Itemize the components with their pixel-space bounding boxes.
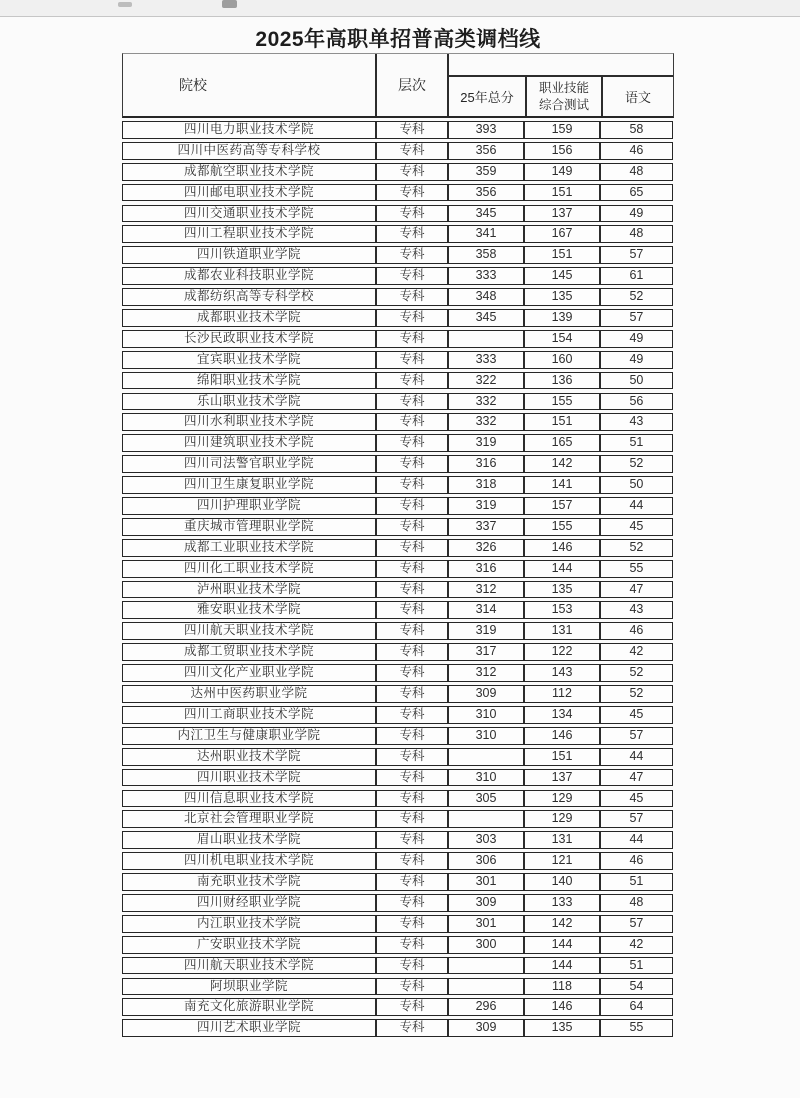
table-row <box>122 601 673 619</box>
table-row <box>122 852 673 870</box>
table-row <box>122 727 673 745</box>
skill-test-cell: 140 <box>523 874 599 890</box>
total-score-cell: 318 <box>447 477 523 493</box>
total-score-cell: 358 <box>447 247 523 263</box>
college-cell: 达州职业技术学院 <box>196 748 301 763</box>
table-row <box>122 622 673 640</box>
level-cell: 专科 <box>375 749 447 765</box>
level-cell: 专科 <box>375 268 447 284</box>
total-score-cell: 310 <box>447 707 523 723</box>
total-score-cell: 333 <box>447 268 523 284</box>
college-cell: 四川交通职业技术学院 <box>183 205 314 220</box>
skill-test-cell: 122 <box>523 644 599 660</box>
table-row <box>122 978 673 996</box>
crop-artifact-mark <box>118 2 132 7</box>
level-cell: 专科 <box>375 226 447 242</box>
chinese-cell: 57 <box>599 916 672 932</box>
skill-test-cell: 137 <box>523 206 599 222</box>
skill-test-cell: 142 <box>523 456 599 472</box>
total-score-cell: 345 <box>447 206 523 222</box>
college-cell: 四川机电职业技术学院 <box>183 853 314 868</box>
chinese-cell: 48 <box>599 226 672 242</box>
level-cell: 专科 <box>375 185 447 201</box>
college-cell: 成都航空职业技术学院 <box>183 163 314 178</box>
level-cell: 专科 <box>375 352 447 368</box>
chinese-cell: 45 <box>599 791 672 807</box>
total-score-cell: 319 <box>447 435 523 451</box>
skill-test-cell: 151 <box>523 185 599 201</box>
level-cell: 专科 <box>375 770 447 786</box>
total-score-cell: 300 <box>447 937 523 953</box>
table-row <box>122 205 673 223</box>
level-cell: 专科 <box>375 811 447 827</box>
table-row <box>122 831 673 849</box>
college-cell: 广安职业技术学院 <box>196 936 301 951</box>
level-cell: 专科 <box>375 1020 447 1036</box>
skill-test-cell: 151 <box>523 247 599 263</box>
college-cell: 四川工程职业技术学院 <box>183 226 314 241</box>
chinese-cell: 57 <box>599 728 672 744</box>
skill-test-cell: 139 <box>523 310 599 326</box>
table-row <box>122 706 673 724</box>
level-cell: 专科 <box>375 999 447 1015</box>
level-cell: 专科 <box>375 164 447 180</box>
chinese-cell: 52 <box>599 686 672 702</box>
chinese-cell: 44 <box>599 498 672 514</box>
level-cell: 专科 <box>375 122 447 138</box>
college-cell: 四川航天职业技术学院 <box>183 623 314 638</box>
level-cell: 专科 <box>375 289 447 305</box>
level-cell: 专科 <box>375 414 447 430</box>
skill-test-cell: 131 <box>523 832 599 848</box>
skill-test-cell: 134 <box>523 707 599 723</box>
table-row <box>122 225 673 243</box>
table-row <box>122 957 673 975</box>
college-cell: 四川化工职业技术学院 <box>183 560 314 575</box>
skill-test-cell: 112 <box>523 686 599 702</box>
college-cell: 四川财经职业学院 <box>196 894 301 909</box>
level-cell: 专科 <box>375 247 447 263</box>
chinese-cell: 54 <box>599 979 672 995</box>
level-cell: 专科 <box>375 916 447 932</box>
header-score-group-spacer <box>449 54 673 77</box>
chinese-cell: 46 <box>599 623 672 639</box>
college-cell: 四川水利职业技术学院 <box>183 414 314 429</box>
skill-test-cell: 157 <box>523 498 599 514</box>
college-cell: 四川卫生康复职业学院 <box>183 477 314 492</box>
chinese-cell: 50 <box>599 373 672 389</box>
chinese-cell: 42 <box>599 937 672 953</box>
skill-test-cell: 141 <box>523 477 599 493</box>
college-cell: 四川艺术职业学院 <box>196 1020 301 1035</box>
total-score-cell: 332 <box>447 414 523 430</box>
skill-test-cell: 165 <box>523 435 599 451</box>
header-total-score <box>449 77 525 116</box>
level-cell: 专科 <box>375 895 447 911</box>
college-cell: 四川航天职业技术学院 <box>183 957 314 972</box>
level-cell: 专科 <box>375 707 447 723</box>
level-cell: 专科 <box>375 602 447 618</box>
college-cell: 泸州职业技术学院 <box>196 581 301 596</box>
header-score-group <box>447 54 673 116</box>
total-score-cell: 306 <box>447 853 523 869</box>
level-cell: 专科 <box>375 832 447 848</box>
college-cell: 成都工贸职业技术学院 <box>183 644 314 659</box>
chinese-cell: 64 <box>599 999 672 1015</box>
skill-test-cell: 129 <box>523 811 599 827</box>
skill-test-cell: 151 <box>523 414 599 430</box>
level-cell: 专科 <box>375 728 447 744</box>
chinese-cell: 57 <box>599 811 672 827</box>
chinese-cell: 44 <box>599 832 672 848</box>
chinese-cell: 55 <box>599 561 672 577</box>
chinese-cell: 48 <box>599 895 672 911</box>
table-row <box>122 455 673 473</box>
skill-test-cell: 135 <box>523 289 599 305</box>
total-score-cell: 322 <box>447 373 523 389</box>
level-cell: 专科 <box>375 331 447 347</box>
skill-test-cell: 133 <box>523 895 599 911</box>
total-score-cell: 356 <box>447 185 523 201</box>
chinese-cell: 56 <box>599 394 672 410</box>
header-chinese-label: 语文 <box>624 90 651 105</box>
header-college-label: 院校 <box>179 77 207 93</box>
table-row <box>122 288 673 306</box>
table-row <box>122 267 673 285</box>
total-score-cell: 309 <box>447 895 523 911</box>
college-cell: 内江职业技术学院 <box>196 915 301 930</box>
total-score-cell: 356 <box>447 143 523 159</box>
table-row <box>122 142 673 160</box>
table-row <box>122 643 673 661</box>
level-cell: 专科 <box>375 435 447 451</box>
table-row <box>122 309 673 327</box>
college-cell: 成都工业职业技术学院 <box>183 539 314 554</box>
skill-test-cell: 146 <box>523 540 599 556</box>
total-score-cell: 333 <box>447 352 523 368</box>
chinese-cell: 57 <box>599 247 672 263</box>
table-row <box>122 790 673 808</box>
total-score-cell: 312 <box>447 582 523 598</box>
total-score-cell: 310 <box>447 770 523 786</box>
college-cell: 眉山职业技术学院 <box>196 832 301 847</box>
header-chinese <box>601 77 673 116</box>
total-score-cell <box>447 958 523 974</box>
total-score-cell: 309 <box>447 1020 523 1036</box>
header-college <box>123 54 375 116</box>
table-header-row <box>122 53 674 118</box>
table-row <box>122 184 673 202</box>
total-score-cell: 316 <box>447 456 523 472</box>
chinese-cell: 44 <box>599 749 672 765</box>
level-cell: 专科 <box>375 582 447 598</box>
header-score-subrow <box>449 77 673 116</box>
college-cell: 四川中医药高等专科学校 <box>177 142 321 157</box>
total-score-cell <box>447 979 523 995</box>
college-cell: 四川铁道职业学院 <box>196 247 301 262</box>
table-row <box>122 685 673 703</box>
college-cell: 四川文化产业职业学院 <box>183 665 314 680</box>
total-score-cell: 348 <box>447 289 523 305</box>
skill-test-cell: 167 <box>523 226 599 242</box>
chinese-cell: 57 <box>599 310 672 326</box>
skill-test-cell: 143 <box>523 665 599 681</box>
total-score-cell: 319 <box>447 623 523 639</box>
table-row <box>122 434 673 452</box>
level-cell: 专科 <box>375 644 447 660</box>
chinese-cell: 61 <box>599 268 672 284</box>
skill-test-cell: 149 <box>523 164 599 180</box>
level-cell: 专科 <box>375 498 447 514</box>
table-row <box>122 351 673 369</box>
chinese-cell: 46 <box>599 143 672 159</box>
table-row <box>122 246 673 264</box>
chinese-cell: 52 <box>599 540 672 556</box>
level-cell: 专科 <box>375 310 447 326</box>
skill-test-cell: 145 <box>523 268 599 284</box>
total-score-cell: 301 <box>447 916 523 932</box>
chinese-cell: 52 <box>599 665 672 681</box>
skill-test-cell: 144 <box>523 561 599 577</box>
college-cell: 达州中医药职业学院 <box>190 686 308 701</box>
table-row <box>122 810 673 828</box>
college-cell: 重庆城市管理职业学院 <box>183 518 314 533</box>
score-table <box>122 53 674 1040</box>
table-row <box>122 330 673 348</box>
level-cell: 专科 <box>375 623 447 639</box>
college-cell: 四川邮电职业技术学院 <box>183 184 314 199</box>
skill-test-cell: 160 <box>523 352 599 368</box>
table-row <box>122 476 673 494</box>
total-score-cell: 359 <box>447 164 523 180</box>
page-title: 2025年高职单招普高类调档线 <box>255 28 541 51</box>
skill-test-cell: 129 <box>523 791 599 807</box>
table-row <box>122 372 673 390</box>
total-score-cell: 309 <box>447 686 523 702</box>
chinese-cell: 51 <box>599 435 672 451</box>
total-score-cell: 337 <box>447 519 523 535</box>
skill-test-cell: 154 <box>523 331 599 347</box>
college-cell: 阿坝职业学院 <box>209 978 288 993</box>
level-cell: 专科 <box>375 665 447 681</box>
chinese-cell: 49 <box>599 331 672 347</box>
table-row <box>122 413 673 431</box>
college-cell: 成都纺织高等专科学校 <box>183 289 314 304</box>
table-row <box>122 936 673 954</box>
level-cell: 专科 <box>375 874 447 890</box>
chinese-cell: 43 <box>599 414 672 430</box>
table-row <box>122 560 673 578</box>
skill-test-cell: 144 <box>523 937 599 953</box>
chinese-cell: 65 <box>599 185 672 201</box>
table-row <box>122 539 673 557</box>
college-cell: 雅安职业技术学院 <box>196 602 301 617</box>
chinese-cell: 47 <box>599 582 672 598</box>
total-score-cell: 312 <box>447 665 523 681</box>
skill-test-cell: 135 <box>523 582 599 598</box>
college-cell: 四川电力职业技术学院 <box>183 122 314 136</box>
table-row <box>122 664 673 682</box>
college-cell: 长沙民政职业技术学院 <box>183 330 314 345</box>
table-row <box>122 915 673 933</box>
total-score-cell: 305 <box>447 791 523 807</box>
total-score-cell: 301 <box>447 874 523 890</box>
skill-test-cell: 156 <box>523 143 599 159</box>
level-cell: 专科 <box>375 853 447 869</box>
level-cell: 专科 <box>375 791 447 807</box>
chinese-cell: 51 <box>599 958 672 974</box>
skill-test-cell: 151 <box>523 749 599 765</box>
table-row <box>122 894 673 912</box>
chinese-cell: 46 <box>599 853 672 869</box>
total-score-cell: 303 <box>447 832 523 848</box>
total-score-cell: 310 <box>447 728 523 744</box>
skill-test-cell: 131 <box>523 623 599 639</box>
table-row <box>122 998 673 1016</box>
table-row <box>122 163 673 181</box>
college-cell: 绵阳职业技术学院 <box>196 372 301 387</box>
level-cell: 专科 <box>375 394 447 410</box>
header-level-label: 层次 <box>398 77 426 93</box>
chinese-cell: 48 <box>599 164 672 180</box>
skill-test-cell: 144 <box>523 958 599 974</box>
level-cell: 专科 <box>375 958 447 974</box>
skill-test-cell: 137 <box>523 770 599 786</box>
chinese-cell: 45 <box>599 519 672 535</box>
photo-top-strip <box>0 0 800 17</box>
skill-test-cell: 121 <box>523 853 599 869</box>
header-skill-test-label-line2: 综合测试 <box>538 97 589 112</box>
skill-test-cell: 146 <box>523 999 599 1015</box>
level-cell: 专科 <box>375 519 447 535</box>
table-row <box>122 769 673 787</box>
header-total-score-label: 25年总分 <box>460 90 514 105</box>
college-cell: 宜宾职业技术学院 <box>196 351 301 366</box>
chinese-cell: 55 <box>599 1020 672 1036</box>
table-row <box>122 497 673 515</box>
level-cell: 专科 <box>375 540 447 556</box>
level-cell: 专科 <box>375 206 447 222</box>
skill-test-cell: 155 <box>523 519 599 535</box>
college-cell: 四川建筑职业技术学院 <box>183 435 314 450</box>
table-row <box>122 393 673 411</box>
total-score-cell: 393 <box>447 122 523 138</box>
college-cell: 乐山职业技术学院 <box>196 393 301 408</box>
skill-test-cell: 118 <box>523 979 599 995</box>
college-cell: 四川信息职业技术学院 <box>183 790 314 805</box>
total-score-cell: 319 <box>447 498 523 514</box>
skill-test-cell: 153 <box>523 602 599 618</box>
college-cell: 成都职业技术学院 <box>196 310 301 325</box>
level-cell: 专科 <box>375 373 447 389</box>
chinese-cell: 51 <box>599 874 672 890</box>
crop-artifact-mark <box>222 0 237 8</box>
total-score-cell <box>447 331 523 347</box>
chinese-cell: 49 <box>599 206 672 222</box>
level-cell: 专科 <box>375 979 447 995</box>
chinese-cell: 52 <box>599 456 672 472</box>
chinese-cell: 52 <box>599 289 672 305</box>
total-score-cell: 317 <box>447 644 523 660</box>
chinese-cell: 47 <box>599 770 672 786</box>
table-row <box>122 121 673 139</box>
total-score-cell: 316 <box>447 561 523 577</box>
college-cell: 南充职业技术学院 <box>196 874 301 889</box>
table-row <box>122 581 673 599</box>
level-cell: 专科 <box>375 937 447 953</box>
header-level <box>375 54 447 116</box>
skill-test-cell: 155 <box>523 394 599 410</box>
level-cell: 专科 <box>375 686 447 702</box>
level-cell: 专科 <box>375 143 447 159</box>
skill-test-cell: 159 <box>523 122 599 138</box>
total-score-cell: 326 <box>447 540 523 556</box>
table-body <box>122 121 674 1037</box>
table-row <box>122 748 673 766</box>
chinese-cell: 43 <box>599 602 672 618</box>
total-score-cell: 332 <box>447 394 523 410</box>
chinese-cell: 50 <box>599 477 672 493</box>
chinese-cell: 42 <box>599 644 672 660</box>
skill-test-cell: 135 <box>523 1020 599 1036</box>
college-cell: 南充文化旅游职业学院 <box>183 999 314 1014</box>
table-row <box>122 1019 673 1037</box>
skill-test-cell: 142 <box>523 916 599 932</box>
total-score-cell: 341 <box>447 226 523 242</box>
header-skill-test-label-line1: 职业技能 <box>538 81 589 96</box>
total-score-cell: 296 <box>447 999 523 1015</box>
chinese-cell: 58 <box>599 122 672 138</box>
total-score-cell <box>447 749 523 765</box>
college-cell: 四川护理职业学院 <box>196 498 301 513</box>
college-cell: 四川司法警官职业学院 <box>183 456 314 471</box>
college-cell: 四川职业技术学院 <box>196 769 301 784</box>
college-cell: 成都农业科技职业学院 <box>183 268 314 283</box>
skill-test-cell: 136 <box>523 373 599 389</box>
total-score-cell: 345 <box>447 310 523 326</box>
table-row <box>122 873 673 891</box>
chinese-cell: 49 <box>599 352 672 368</box>
college-cell: 内江卫生与健康职业学院 <box>177 727 321 742</box>
level-cell: 专科 <box>375 561 447 577</box>
chinese-cell: 45 <box>599 707 672 723</box>
level-cell: 专科 <box>375 456 447 472</box>
total-score-cell: 314 <box>447 602 523 618</box>
college-cell: 四川工商职业技术学院 <box>183 706 314 721</box>
table-row <box>122 518 673 536</box>
header-skill-test <box>525 77 601 116</box>
college-cell: 北京社会管理职业学院 <box>183 811 314 826</box>
level-cell: 专科 <box>375 477 447 493</box>
total-score-cell <box>447 811 523 827</box>
skill-test-cell: 146 <box>523 728 599 744</box>
